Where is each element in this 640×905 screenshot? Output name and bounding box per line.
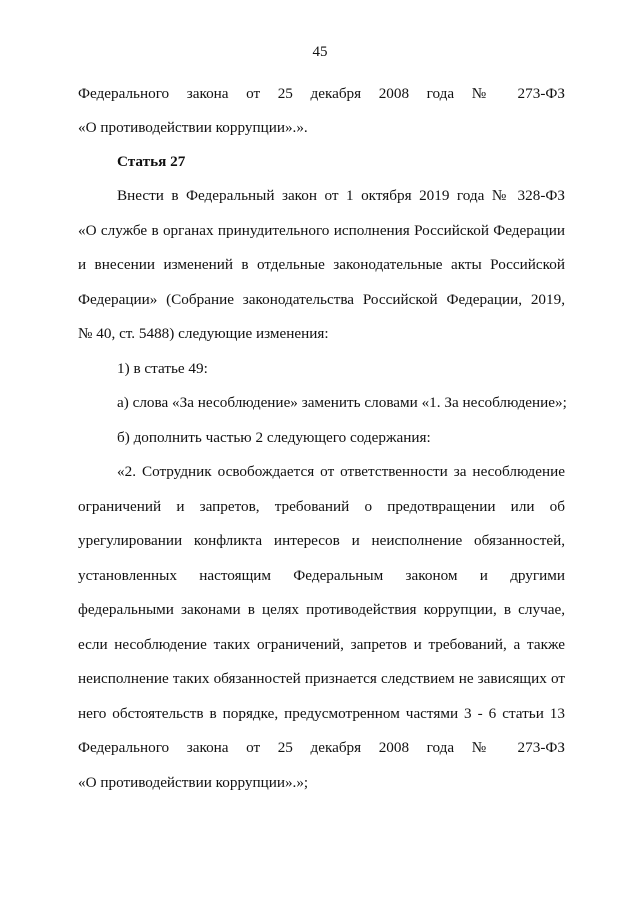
text-line: «О противодействии коррупции».».: [78, 119, 308, 136]
text-line: него обстоятельств в порядке, предусмотренном частями 3 - 6 статьи 13: [78, 705, 565, 722]
text-line: б) дополнить частью 2 следующего содержания:: [117, 429, 431, 446]
text-line: «О противодействии коррупции».»;: [78, 774, 309, 791]
text-line: № 40, ст. 5488) следующие изменения:: [78, 325, 329, 342]
text-line: урегулировании конфликта интересов и неисполнение обязанностей,: [78, 532, 565, 549]
page-number: 45: [312, 44, 328, 60]
text-line: «О службе в органах принудительного исполнения Российской Федерации: [78, 222, 565, 239]
text-line: 1) в статье 49:: [117, 360, 208, 377]
text-line: установленных настоящим Федеральным законом и другими: [78, 567, 565, 584]
text-line: ограничений и запретов, требований о предотвращении или об: [78, 498, 565, 515]
text-line: Федерального закона от 25 декабря 2008 года № 273-ФЗ: [78, 739, 565, 756]
text-line: неисполнение таких обязанностей признается следствием не зависящих от: [78, 670, 565, 687]
text-line: «2. Сотрудник освобождается от ответственности за несоблюдение: [117, 463, 565, 480]
text-line: Федерации» (Собрание законодательства Российской Федерации, 2019,: [78, 291, 565, 308]
text-line: Федерального закона от 25 декабря 2008 года № 273-ФЗ: [78, 85, 565, 102]
text-line: если несоблюдение таких ограничений, запретов и требований, а также: [78, 636, 565, 653]
article-heading: Статья 27: [117, 153, 186, 170]
text-line: Внести в Федеральный закон от 1 октября 2019 года № 328-ФЗ: [117, 187, 565, 204]
text-line: а) слова «За несоблюдение» заменить словами «1. За несоблюдение»;: [117, 394, 567, 411]
text-line: федеральными законами в целях противодействия коррупции, в случае,: [78, 601, 565, 618]
text-line: и внесении изменений в отдельные законодательные акты Российской: [78, 256, 565, 273]
